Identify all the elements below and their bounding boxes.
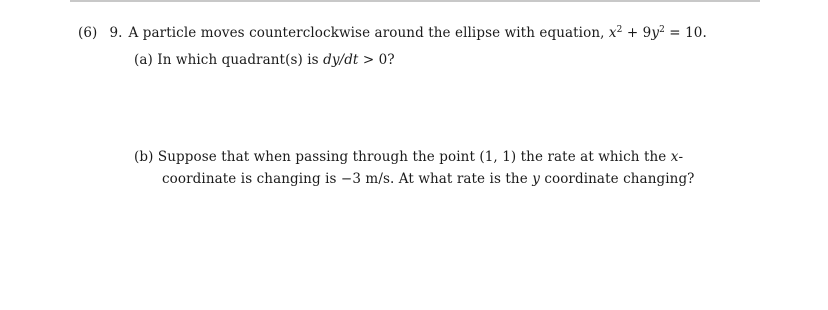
part-b-line-1 <box>134 149 683 165</box>
part-b-line2-text: coordinate is changing is −3 m/s. At what rate is the <box>162 171 533 187</box>
ellipse-equation <box>609 25 707 41</box>
part-a-text: In which quadrant(s) is <box>157 52 324 68</box>
part-a-derivative: dy/dt <box>323 52 359 68</box>
part-b-line1-text: Suppose that when passing through the point (1, 1) the rate at which the <box>157 149 671 165</box>
eq-rhs: = 10. <box>664 25 707 41</box>
part-b-var-x: x <box>670 149 679 165</box>
part-b-label: (b) <box>134 149 154 165</box>
eq-exp-y: 2 <box>659 25 665 35</box>
part-a-label: (a) <box>134 52 153 68</box>
eq-plus-coef: + 9 <box>622 25 652 41</box>
part-a <box>134 52 395 68</box>
part-b-line1-suffix: - <box>678 149 684 165</box>
eq-var-y: y <box>651 25 660 41</box>
question-stem: A particle moves counterclockwise around the ellipse with equation, <box>128 25 609 41</box>
part-b-var-y: y <box>532 171 540 187</box>
part-a-suffix: > 0? <box>358 52 395 68</box>
eq-exp-x: 2 <box>616 25 623 35</box>
question-points: (6) <box>78 25 98 41</box>
part-b-line2-suffix: coordinate changing? <box>539 171 695 187</box>
top-divider <box>70 0 760 2</box>
question-header <box>78 25 707 41</box>
question-number: 9. <box>109 25 123 41</box>
part-b-line-2 <box>162 171 695 187</box>
eq-var-x: x <box>608 25 617 41</box>
